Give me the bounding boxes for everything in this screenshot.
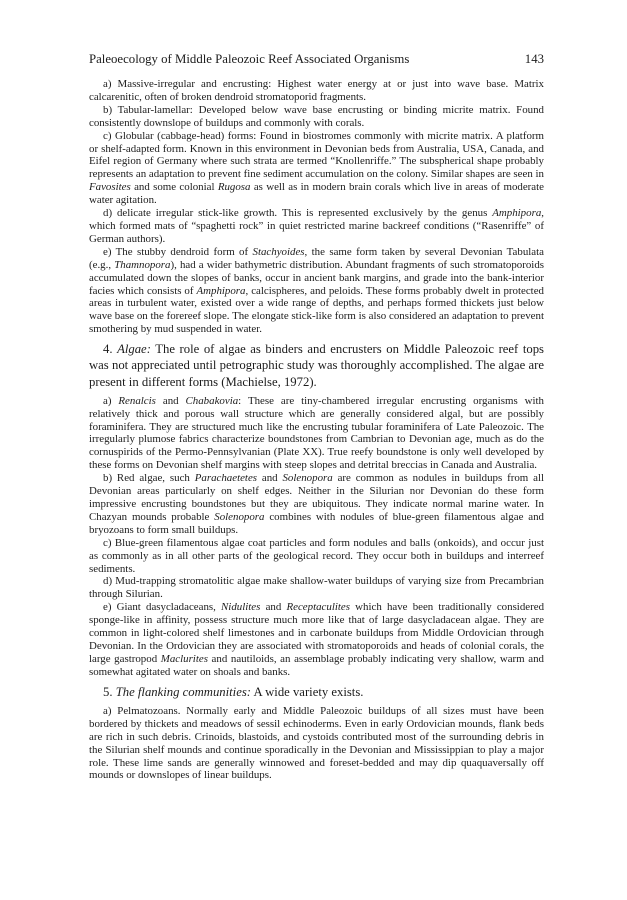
section-5-flanking-communities — [89, 684, 544, 700]
text-run: a) Pelmatozoans. Normally early and Middle Paleozoic buildups of all sizes must have been bordered by thickets and meadows of sessil echinoderms. Even in early Ordovician mounds, flank beds are rich in such debris. Crinoids, blastoids, and cystoids contributed most of the surrounding debris in the Silurian shelf mounds and continue sporadically in the Devonian and Mississippian to play a major role. These lime sands are generally winnowed and foreset-bedded and may dip quaquaversally off mounds or downslopes of linear buildups. — [89, 704, 544, 782]
algae-forms-list — [89, 395, 544, 679]
section-text: The role of algae as binders and encrusters on Middle Paleozoic reef tops was not appreciated until petrographic study was thoroughly accomplished. The algae are present in different forms (Machielse, 1972). — [89, 342, 544, 389]
text-run: e) Giant dasycladaceans, — [103, 601, 222, 614]
text-run: , the same form taken by several Devonian Tabulata (e.g., — [89, 245, 544, 271]
italic-term: Rugosa — [217, 181, 251, 194]
italic-term: Nidulites — [221, 601, 261, 614]
flanking-communities-list — [89, 705, 544, 782]
italic-term: Solenopora — [282, 472, 333, 485]
section-text: A wide variety exists. — [253, 684, 364, 699]
text-run: as well as in modern brain corals which live in areas of moderate water agitation. — [89, 181, 544, 207]
text-run: , which formed mats of “spaghetti rock” in quiet restricted marine backreef conditions (“Rasenriffe” of German authors). — [89, 207, 544, 245]
running-header — [89, 52, 544, 72]
text-run: ), had a wider bathymetric distribution. Abundant fragments of such stromatoporoids accumulated down the slopes of banks, occur in ancient bank margins, and grade into the bank-interior facies which consists of — [89, 258, 545, 297]
text-run: combines with nodules of blue-green filamentous algae and bryozoans to form small buildups. — [89, 510, 544, 536]
text-run: e) The stubby dendroid form of — [103, 245, 253, 258]
list-paragraph — [89, 575, 544, 601]
list-paragraph — [89, 78, 544, 104]
text-run: b) Red algae, such — [103, 472, 195, 485]
list-paragraph — [89, 104, 544, 130]
section-heading: Algae: — [117, 342, 151, 357]
text-run: a) Massive-irregular and encrusting: Highest water energy at or just into wave base. Matrix calcarenitic, often of broken dendroid stromatoporid fragments. — [89, 78, 544, 103]
list-paragraph — [89, 246, 544, 336]
italic-term: Chabakovia — [185, 394, 239, 407]
text-run: and — [257, 472, 283, 485]
list-paragraph — [89, 130, 544, 207]
section-number: 4. — [103, 342, 113, 357]
page — [89, 52, 544, 782]
italic-term: Renalcis — [118, 394, 156, 407]
text-run: and nautiloids, an assemblage probably indicating very shallow, warm and somewhat agitated water on shoals and banks. — [89, 652, 544, 678]
list-paragraph — [89, 537, 544, 576]
italic-term: Amphipora — [196, 284, 246, 297]
italic-term: Parachaetetes — [194, 472, 258, 485]
text-run: a) — [103, 394, 119, 407]
text-run: b) Tabular-lamellar: Developed below wave base encrusting or binding micrite matrix. Found consistently downslope of buildups and commonly with corals. — [89, 103, 544, 129]
italic-term: Favosites — [89, 181, 131, 194]
text-run: c) Globular (cabbage-head) forms: Found in biostromes commonly with micrite matrix. A platform or shelf-adapted form. Known in this environment in Devonian beds from Australia, USA, Canada, and Eifel region of Germany where such strata are termed “Knollenriffe.” The subspherical shape probably represents an adaptation to prevent fine sediment accumulation on the colony. Similar shapes are seen in — [89, 129, 544, 181]
text-run: and some colonial — [130, 181, 218, 194]
page-number: 143 — [524, 52, 544, 66]
section-4-algae — [89, 341, 544, 390]
running-title: Paleoecology of Middle Paleozoic Reef Associated Organisms — [89, 52, 410, 66]
section-number: 5. — [103, 684, 113, 699]
section-heading: The flanking communities: — [115, 684, 252, 699]
italic-term: Receptaculites — [286, 601, 350, 614]
text-run: d) delicate irregular stick-like growth. This is represented exclusively by the genus — [103, 207, 493, 220]
text-run: d) Mud-trapping stromatolitic algae make shallow-water buildups of varying size from Precambrian through Silurian. — [89, 575, 544, 601]
italic-term: Thamnopora — [114, 258, 171, 271]
text-run: which have been traditionally considered sponge-like in affinity, possess structure much more like that of large dasycladacean algae. They are common in light-colored shelf limestones and in carbonate buildups from Middle Ordovician through Devonian. In the Ordovician they are associated with stromatoporoids and heads of colonial corals, the large gastropod — [89, 601, 545, 665]
italic-term: Maclurites — [160, 652, 208, 665]
text-run: c) Blue-green filamentous algae coat particles and form nodules and balls (onkoids), and occur just as commonly as in all other parts of the geological record. They occur both in buildups and interreef sediments. — [89, 536, 544, 575]
italic-term: Solenopora — [214, 510, 265, 523]
text-run: and — [155, 394, 186, 407]
text-run: are common as nodules in buildups from all Devonian areas particularly on shelf edges. Neither in the Silurian nor Devonian do these form impressive encrusting boundstones but they are ubiquitous. They indicate normal marine water. In Chazyan mounds probable — [89, 472, 545, 523]
italic-term: Amphipora — [492, 207, 542, 220]
list-paragraph — [89, 395, 544, 472]
list-paragraph — [89, 601, 544, 678]
list-paragraph — [89, 472, 544, 537]
list-paragraph — [89, 705, 544, 782]
text-run: and — [260, 601, 287, 614]
text-run: , calcispheres, and peloids. These forms probably dwelt in protected areas in turbulent water, existed over a wide range of depths, and perhaps formed thickets just below wave base on the forereef slope. The elongate stick-like form is also considered an adaptation to prevent smothering by mud suspended in water. — [89, 284, 544, 336]
stromatoporoid-forms-list — [89, 78, 544, 336]
italic-term: Stachyoides — [252, 245, 305, 258]
list-paragraph — [89, 207, 544, 246]
text-run: : These are tiny-chambered irregular encrusting organisms with relatively thick and porous wall structure which are generally considered algal, but are possibly foraminifera. They are structured much like the encrusting tubular foraminifera of Late Paleozoic. The irregularly plumose fabrics characterize boundstones from Cambrian to Devonian age, much as do the cornuspirids of the Permo-Pennsylvanian (Plate XX). True reefy boundstone is only well developed by these forms on Devonian shelf margins with steep slopes and detrital breccias in Canada and Australia. — [89, 394, 545, 472]
